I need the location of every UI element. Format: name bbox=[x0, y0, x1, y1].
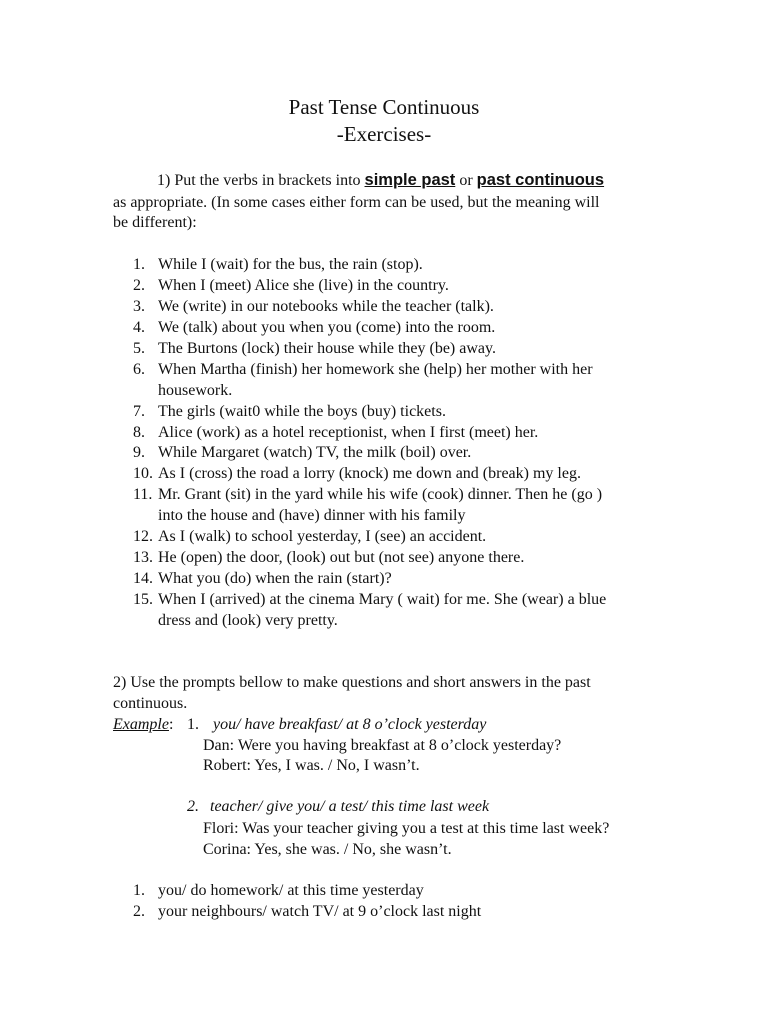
term-simple-past: simple past bbox=[364, 171, 456, 189]
page-subtitle: -Exercises- bbox=[336, 122, 432, 146]
item-number: 1. bbox=[187, 716, 199, 733]
exercise1-item: When I (meet) Alice she (live) in the country. bbox=[158, 277, 449, 294]
exercise2-item: you/ do homework/ at this time yesterday bbox=[158, 882, 424, 899]
item-number: 6. bbox=[133, 361, 145, 378]
example1-prompt: you/ have breakfast/ at 8 o’clock yesterday bbox=[213, 716, 487, 733]
exercise1-item: Mr. Grant (sit) in the yard while his wife (cook) dinner. Then he (go ) bbox=[158, 486, 603, 503]
example2-question: Flori: Was your teacher giving you a test at this time last week? bbox=[203, 820, 610, 837]
exercise1-instructions bbox=[157, 170, 604, 191]
exercise1-item-continuation: housework. bbox=[158, 382, 233, 399]
item-number: 11. bbox=[133, 486, 153, 503]
item-number: 7. bbox=[133, 403, 145, 420]
example2-prompt: teacher/ give you/ a test/ this time last week bbox=[210, 798, 490, 815]
exercise1-item: While Margaret (watch) TV, the milk (boil) over. bbox=[158, 444, 472, 461]
item-number: 10. bbox=[133, 465, 153, 482]
item-number: 3. bbox=[133, 298, 145, 315]
item-number: 5. bbox=[133, 340, 145, 357]
exercise1-item: The Burtons (lock) their house while they (be) away. bbox=[158, 340, 496, 357]
example-colon: : bbox=[168, 716, 174, 733]
item-number: 2. bbox=[133, 277, 145, 294]
item-number: 8. bbox=[133, 424, 145, 441]
item-number: 14. bbox=[133, 570, 153, 587]
exercise2-item: your neighbours/ watch TV/ at 9 o’clock last night bbox=[158, 903, 482, 920]
exercise2-instructions: 2) Use the prompts bellow to make questions and short answers in the past bbox=[113, 674, 591, 691]
exercise1-item: We (write) in our notebooks while the teacher (talk). bbox=[158, 298, 494, 315]
exercise1-item: The girls (wait0 while the boys (buy) tickets. bbox=[158, 403, 446, 420]
example-label: Example bbox=[113, 716, 169, 733]
page-title: Past Tense Continuous bbox=[288, 95, 480, 119]
item-number: 15. bbox=[133, 591, 153, 608]
example-heading bbox=[113, 715, 173, 735]
term-past-continuous: past continuous bbox=[476, 171, 605, 189]
exercise1-item: What you (do) when the rain (start)? bbox=[158, 570, 392, 587]
example2-answer: Corina: Yes, she was. / No, she wasn’t. bbox=[203, 841, 452, 858]
exercise1-item-continuation: into the house and (have) dinner with his family bbox=[158, 507, 466, 524]
item-number: 12. bbox=[133, 528, 153, 545]
exercise2-instructions-line2: continuous. bbox=[113, 695, 188, 712]
exercise1-item: We (talk) about you when you (come) into the room. bbox=[158, 319, 496, 336]
exercise1-item: As I (cross) the road a lorry (knock) me down and (break) my leg. bbox=[158, 465, 581, 482]
exercise1-or: or bbox=[455, 172, 477, 189]
exercise1-instructions-line3: be different): bbox=[113, 214, 197, 231]
item-number: 4. bbox=[133, 319, 145, 336]
exercise1-instructions-line2: as appropriate. (In some cases either form can be used, but the meaning will bbox=[113, 194, 600, 211]
example1-question: Dan: Were you having breakfast at 8 o’clock yesterday? bbox=[203, 737, 562, 754]
exercise1-item: Alice (work) as a hotel receptionist, when I first (meet) her. bbox=[158, 424, 539, 441]
exercise1-item: While I (wait) for the bus, the rain (stop). bbox=[158, 256, 423, 273]
exercise1-item: He (open) the door, (look) out but (not see) anyone there. bbox=[158, 549, 525, 566]
example1-answer: Robert: Yes, I was. / No, I wasn’t. bbox=[203, 757, 420, 774]
exercise1-item: As I (walk) to school yesterday, I (see) an accident. bbox=[158, 528, 487, 545]
exercise1-lead: 1) Put the verbs in brackets into bbox=[157, 172, 365, 189]
item-number: 2. bbox=[187, 798, 199, 815]
item-number: 1. bbox=[133, 882, 145, 899]
exercise1-item: When I (arrived) at the cinema Mary ( wait) for me. She (wear) a blue bbox=[158, 591, 607, 608]
exercise1-item: When Martha (finish) her homework she (help) her mother with her bbox=[158, 361, 593, 378]
item-number: 2. bbox=[133, 903, 145, 920]
item-number: 9. bbox=[133, 444, 145, 461]
item-number: 13. bbox=[133, 549, 153, 566]
item-number: 1. bbox=[133, 256, 145, 273]
exercise1-item-continuation: dress and (look) very pretty. bbox=[158, 612, 338, 629]
